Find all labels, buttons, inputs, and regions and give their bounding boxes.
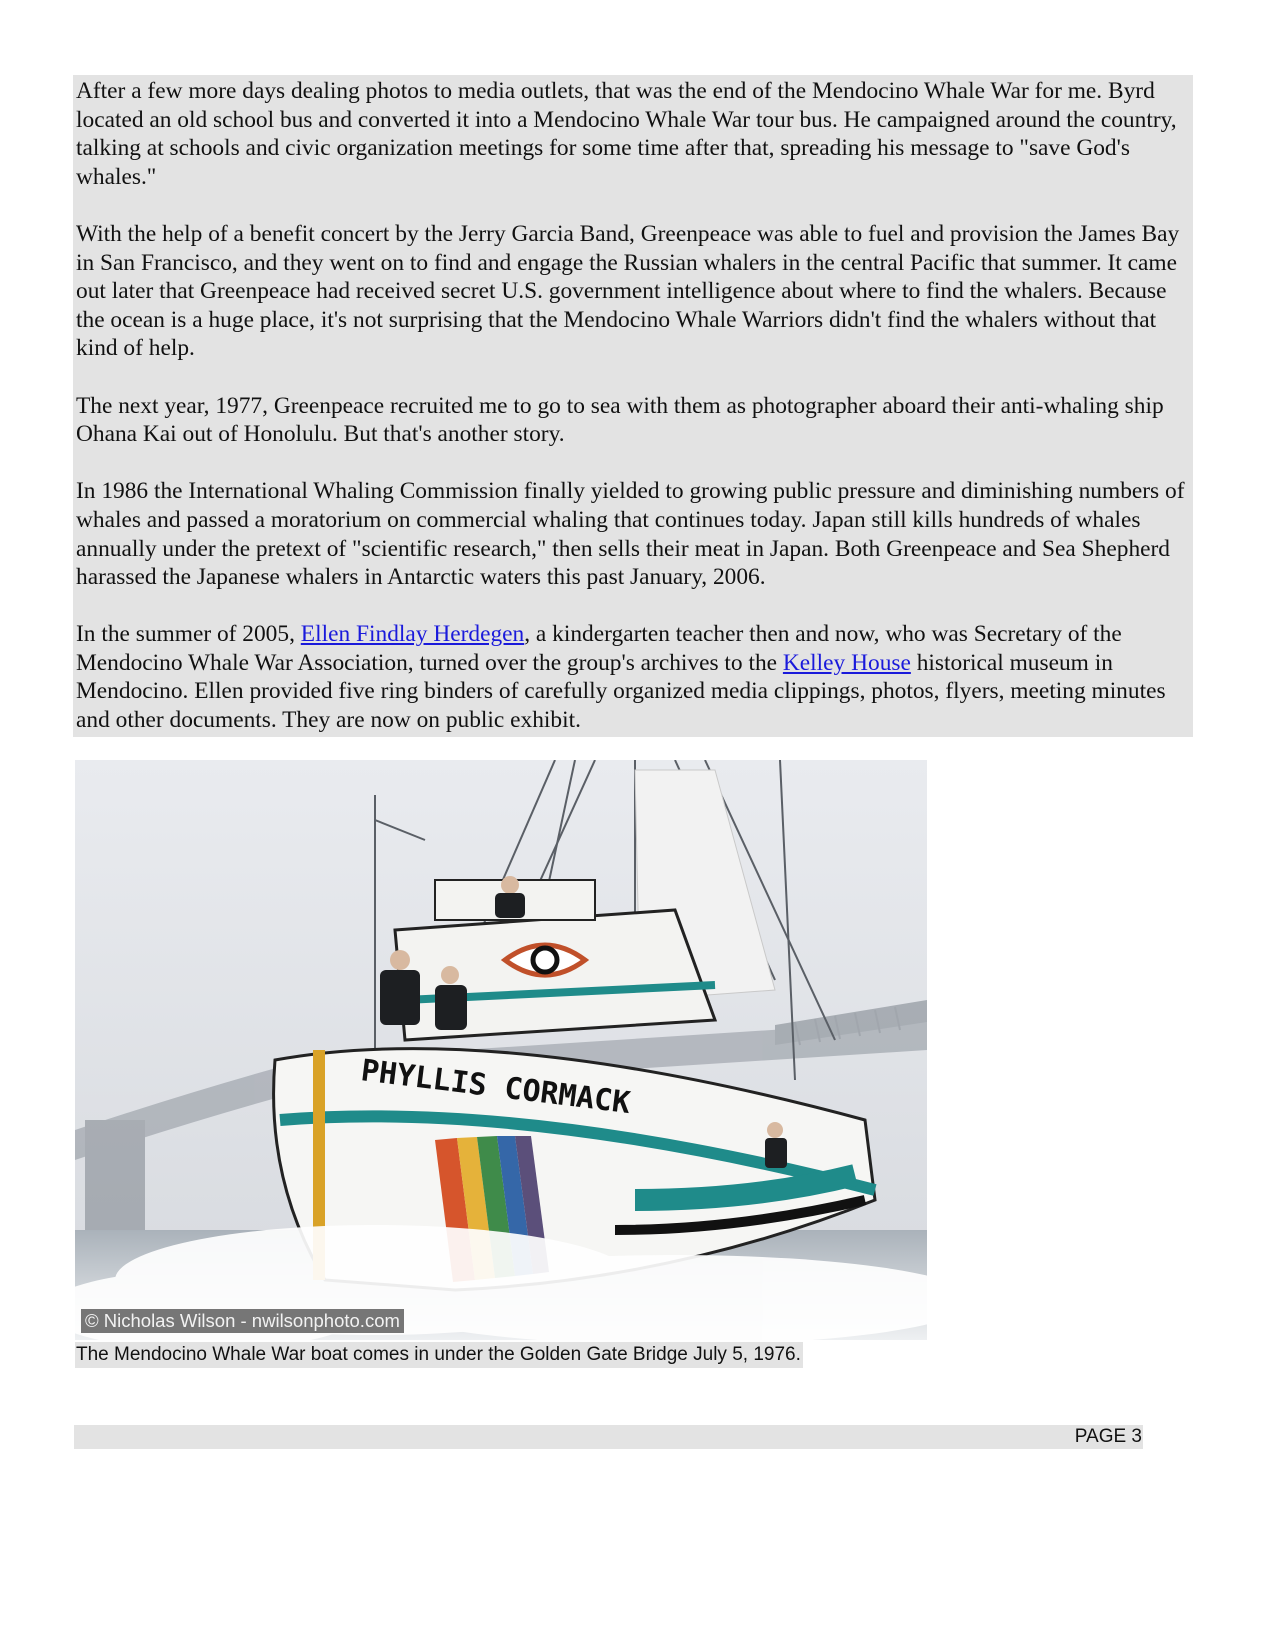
paragraph-5 [76,620,1193,734]
article-body [73,75,1193,737]
boat-photo [75,760,927,1340]
kelley-house-link[interactable]: Kelley House [782,649,911,676]
paragraph-2: With the help of a benefit concert by the Jerry Garcia Band, Greenpeace was able to fuel and provision the James Bay in San Francisco, and they went on to find and engage the Russian whalers in the central Pacific that summer. It came out later that Greenpeace had received secret U.S. government intelligence about where to find the whalers. Because the ocean is a huge place, it's not surprising that the Mendocino Whale Warriors didn't find the whalers without that kind of help. [76,220,1180,362]
photo-caption: The Mendocino Whale War boat comes in under the Golden Gate Bridge July 5, 1976. [75,1342,803,1368]
paragraph-4: In 1986 the International Whaling Commission finally yielded to growing public pressure and diminishing numbers of whales and passed a moratorium on commercial whaling that continues today. Japan still kills hundreds of whales annually under the pretext of "scientific research," then sells their meat in Japan. Both Greenpeace and Sea Shepherd harassed the Japanese whalers in Antarctic waters this past January, 2006. [76,478,1185,591]
ellen-findlay-herdegen-link[interactable]: Ellen Findlay Herdegen [300,621,525,648]
boat-illustration [75,760,927,1340]
page-footer [74,1425,1143,1449]
paragraph-5-text-c: historical museum in Mendocino. Ellen provided five ring binders of carefully organized media clippings, photos, flyers, meeting minutes and other documents. They are now on public exhibit. [76,649,1166,734]
paragraph-1: After a few more days dealing photos to media outlets, that was the end of the Mendocino Whale War for me. Byrd located an old school bus and converted it into a Mendocino Whale War tour bus. He campaigned around the country, talking at schools and civic organization meetings for some time after that, spreading his message to "save God's whales." [76,78,1177,190]
photo-watermark: © Nicholas Wilson - nwilsonphoto.com [81,1309,404,1333]
boat-name-text: PHYLLIS CORMACK [359,1053,633,1121]
page-number: PAGE 3 [1074,1426,1142,1447]
paragraph-5-text-b: , a kindergarten teacher then and now, who was Secretary of the Mendocino Whale War Association, turned over the group's archives to the [76,621,1122,676]
paragraph-5-text-a: In the summer of 2005, [76,621,301,648]
paragraph-3: The next year, 1977, Greenpeace recruited me to go to sea with them as photographer aboard their anti-whaling ship Ohana Kai out of Honolulu. But that's another story. [76,392,1164,448]
